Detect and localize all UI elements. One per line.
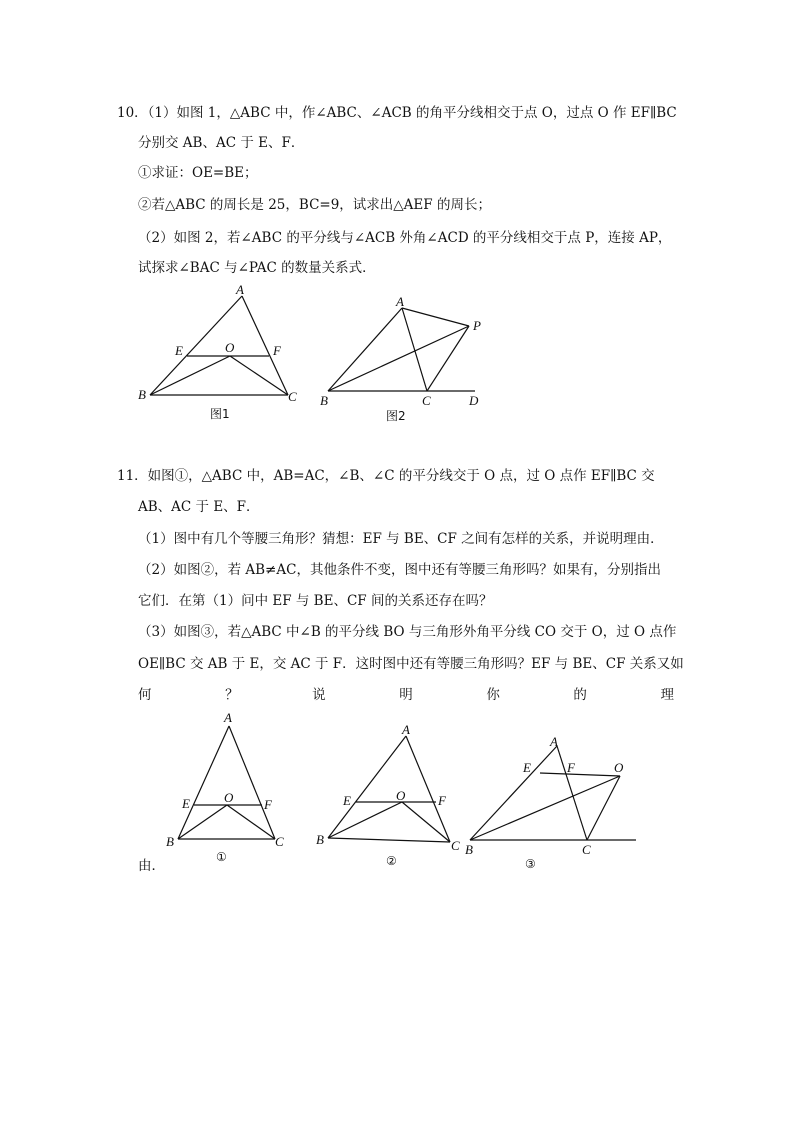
q11-line-6: （3）如图③，若△ABC 中∠B 的平分线 BO 与三角形外角平分线 CO 交于 O，过 O 点作 [138, 624, 677, 640]
char: 的 [573, 687, 587, 703]
q11-figure-3 [460, 730, 642, 872]
char: 你 [486, 687, 500, 703]
q10-line-5: （2）如图 2，若∠ABC 的平分线与∠ACB 外角∠ACD 的平分线相交于点 P，连接 AP， [138, 230, 672, 246]
segment-AB [178, 726, 229, 839]
caption: 图1 [210, 407, 230, 421]
caption: 图2 [386, 409, 406, 423]
label-C: C [288, 389, 297, 404]
label-E: E [343, 793, 351, 808]
segment-AB [328, 736, 406, 838]
caption: ② [386, 854, 397, 868]
label-B: B [320, 393, 328, 408]
char: 理 [660, 687, 674, 703]
segment-CO [587, 776, 620, 840]
caption: ① [216, 850, 227, 864]
label-C: C [275, 834, 284, 849]
segment-BO [328, 802, 402, 838]
label-F: F [273, 343, 281, 358]
segment-CO [402, 802, 450, 842]
q10-line-3: ①求证：OE=BE； [138, 165, 258, 181]
label-F: F [264, 797, 272, 812]
char: ？ [225, 687, 239, 703]
label-C: C [422, 393, 431, 408]
label-E: E [523, 760, 531, 775]
label-C: C [582, 842, 591, 857]
segment-AB [328, 308, 402, 391]
segment-AP [402, 308, 469, 326]
label-F: F [567, 760, 575, 775]
label-A: A [396, 294, 404, 309]
segment-BO [150, 356, 230, 395]
q11-figure-1 [160, 708, 290, 868]
char: 明 [399, 687, 413, 703]
char: 说 [312, 687, 326, 703]
q11-line-3: （1）图中有几个等腰三角形？猜想：EF 与 BE、CF 之间有怎样的关系，并说明理由． [138, 531, 664, 547]
q11-line-2: AB、AC 于 E、F． [138, 499, 260, 515]
q11-figure-2 [310, 718, 470, 870]
label-O: O [396, 788, 406, 803]
q11-line-9: 由． [138, 858, 165, 874]
segment-BO [470, 776, 620, 840]
caption: ③ [525, 857, 536, 871]
q11-line-4: （2）如图②，若 AB≠AC，其他条件不变，图中还有等腰三角形吗？如果有，分别指出 [138, 562, 661, 578]
segment-EO [540, 773, 620, 776]
q10-line-4: ②若△ABC 的周长是 25，BC=9，试求出△AEF 的周长； [138, 197, 491, 213]
label-B: B [465, 842, 473, 857]
label-C: C [451, 838, 460, 853]
segment-BC [328, 838, 450, 842]
q10-line-1: 10．（1）如图 1，△ABC 中，作∠ABC、∠ACB 的角平分线相交于点 O，过点 O 作 EF∥BC [117, 105, 677, 121]
char: 何 [138, 687, 152, 703]
segment-AC [406, 736, 450, 842]
label-O: O [224, 790, 234, 805]
q10-line-6: 试探求∠BAC 与∠PAC 的数量关系式． [138, 260, 376, 276]
segment-AC [402, 308, 427, 391]
q11-line-8 [138, 686, 674, 704]
q10-figure-2 [316, 290, 486, 424]
label-O: O [225, 340, 235, 355]
label-P: P [473, 318, 481, 333]
label-A: A [550, 734, 558, 749]
label-E: E [175, 343, 183, 358]
q11-line-5: 它们．在第（1）问中 EF 与 BE、CF 间的关系还存在吗？ [138, 593, 493, 609]
label-O: O [614, 760, 624, 775]
label-B: B [166, 834, 174, 849]
label-B: B [138, 387, 146, 402]
q10-figure-1 [130, 282, 310, 424]
label-D: D [469, 393, 479, 408]
label-A: A [402, 722, 410, 737]
q11-line-1: 11．如图①，△ABC 中，AB=AC，∠B、∠C 的平分线交于 O 点，过 O 点作 EF∥BC 交 [117, 468, 655, 484]
q11-line-7: OE∥BC 交 AB 于 E，交 AC 于 F．这时图中还有等腰三角形吗？EF 与 BE、CF 关系又如 [138, 656, 684, 672]
label-E: E [182, 796, 190, 811]
q10-line-2: 分别交 AB、AC 于 E、F． [138, 135, 305, 151]
segment-AB [470, 746, 557, 840]
label-A: A [224, 710, 232, 725]
label-A: A [236, 282, 244, 297]
label-B: B [316, 832, 324, 847]
label-F: F [438, 793, 446, 808]
